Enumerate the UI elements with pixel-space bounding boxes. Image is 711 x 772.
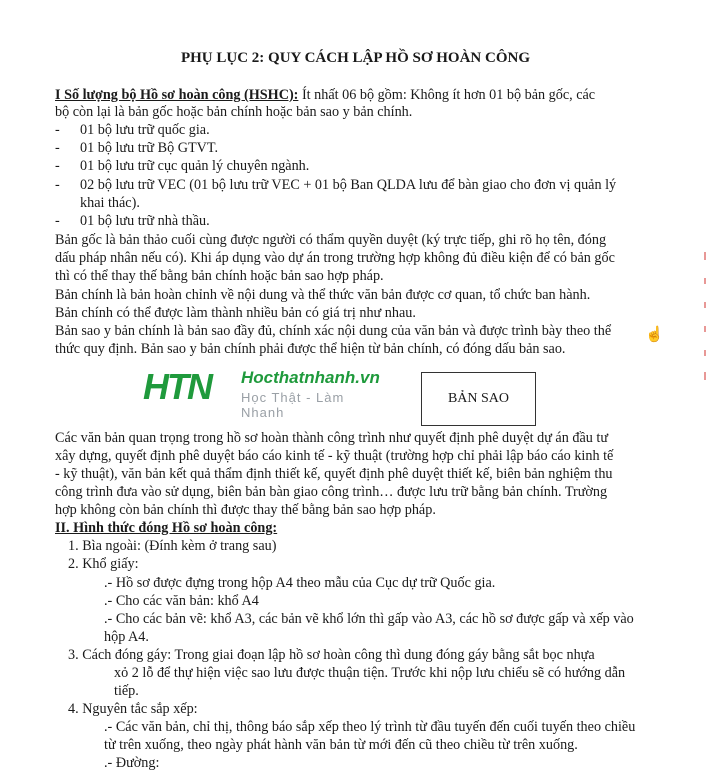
watermark-logo (143, 364, 380, 420)
sub-item: .- Cho các bản vẽ: khổ A3, các bản vẽ khổ lớn thì gấp vào A3, các hồ sơ được gấp và xếp vào (104, 611, 634, 627)
logo-name: Hocthatnhanh.vn (241, 368, 380, 387)
numbered-item: 4. Nguyên tắc sắp xếp: (68, 701, 198, 717)
numbered-item: 1. Bìa ngoài: (Đính kèm ở trang sau) (68, 538, 277, 554)
numbered-item-continued: tiếp. (114, 683, 139, 699)
section1-heading: I Số lượng bộ Hồ sơ hoàn công (HSHC): (55, 87, 299, 103)
list-item: 01 bộ lưu trữ Bộ GTVT. (80, 140, 219, 156)
list-item: 01 bộ lưu trữ cục quản lý chuyên ngành. (80, 158, 310, 174)
list-item-continued: khai thác). (80, 195, 140, 211)
numbered-item: 2. Khổ giấy: (68, 556, 139, 572)
bullet-dash: - (55, 158, 60, 174)
section1-intro-line2: bộ còn lại là bản gốc hoặc bản chính hoặc bản sao y bản chính. (55, 104, 413, 120)
copy-stamp-box (421, 372, 536, 426)
paragraph-line: Các văn bản quan trọng trong hồ sơ hoàn thành công trình như quyết định phê duyệt dự án đầu tư (55, 430, 609, 446)
sub-item-continued: từ trên xuống, theo ngày phát hành văn bản từ mới đến cũ theo chiều từ trên xuống. (104, 737, 578, 753)
bullet-dash: - (55, 177, 60, 193)
bullet-dash: - (55, 140, 60, 156)
numbered-item: 3. Cách đóng gáy: Trong giai đoạn lập hồ sơ hoàn công thì dung đóng gáy bằng sắt bọc nhựa (68, 647, 595, 663)
numbered-item-continued: xỏ 2 lỗ để thự hiện việc sao lưu được thuận tiện. Trước khi nộp lưu chiểu sẽ có hướng dẫn (114, 665, 626, 681)
section1-intro-line (55, 87, 595, 104)
paragraph-line: thức quy định. Bản sao y bản chính phải được thể hiện từ bản chính, có đóng dấu bản sao. (55, 341, 566, 357)
bullet-dash: - (55, 213, 60, 229)
list-item: 02 bộ lưu trữ VEC (01 bộ lưu trữ VEC + 01 bộ Ban QLDA lưu để bàn giao cho đơn vị quản lý (80, 177, 617, 193)
bullet-dash: - (55, 122, 60, 138)
stamp-label: BẢN SAO (447, 391, 510, 406)
paragraph-line: hợp không còn bản chính thì được thay thế bằng bản sao hợp pháp. (55, 502, 436, 518)
hand-cursor-icon: ☝ (645, 327, 664, 343)
paragraph-line: xây dựng, quyết định phê duyệt báo cáo kinh tế - kỹ thuật (trường hợp chỉ phải lập báo cáo kinh tế (55, 448, 614, 464)
logo-slogan: Học Thật - Làm Nhanh (241, 390, 345, 420)
logo-brand-mark: HTN (143, 366, 211, 407)
sub-item: .- Cho các văn bản: khổ A4 (104, 593, 259, 609)
sub-item-continued: hộp A4. (104, 629, 149, 645)
paragraph-line: công trình đưa vào sử dụng, biên bản bàn giao công trình… được lưu trữ bằng bản chính. Trường (55, 484, 608, 500)
paragraph-line: thì có thể thay thế bằng bản chính hoặc bản sao hợp pháp. (55, 268, 384, 284)
sub-item: .- Các văn bản, chỉ thị, thông báo sắp xếp theo lý trình từ đầu tuyến đến cuối tuyến theo chiều (104, 719, 636, 735)
sub-item: .- Đường: (104, 755, 160, 771)
paragraph-line: Bản chính có thể được làm thành nhiều bản có giá trị như nhau. (55, 305, 416, 321)
section1-intro-rest: Ít nhất 06 bộ gồm: Không ít hơn 01 bộ bản gốc, các (298, 87, 596, 103)
list-item: 01 bộ lưu trữ nhà thầu. (80, 213, 210, 229)
paragraph-line: Bản sao y bản chính là bản sao đầy đủ, chính xác nội dung của văn bản và được trình bày theo thể (55, 323, 612, 339)
paragraph-line: Bản chính là bản hoàn chỉnh về nội dung và thể thức văn bản được cơ quan, tổ chức ban hành. (55, 287, 591, 303)
paragraph-line: dấu pháp nhân nếu có). Khi áp dụng vào dự án trong trường hợp không đủ điều kiện để có bản gốc (55, 250, 615, 266)
section2-heading: II. Hình thức đóng Hồ sơ hoàn công: (55, 520, 278, 536)
list-item: 01 bộ lưu trữ quốc gia. (80, 122, 210, 138)
sub-item: .- Hồ sơ được đựng trong hộp A4 theo mẫu của Cục dự trữ Quốc gia. (104, 575, 496, 591)
page-title: PHỤ LỤC 2: QUY CÁCH LẬP HỒ SƠ HOÀN CÔNG (180, 50, 531, 66)
margin-scan-marks (702, 250, 708, 390)
paragraph-line: Bản gốc là bản thảo cuối cùng được người có thẩm quyền duyệt (ký trực tiếp, ghi rõ họ tên, đóng (55, 232, 607, 248)
paragraph-line: - kỹ thuật), văn bản kết quả thẩm định thiết kế, quyết định phê duyệt thiết kế, biên bản nghiệm thu (55, 466, 613, 482)
